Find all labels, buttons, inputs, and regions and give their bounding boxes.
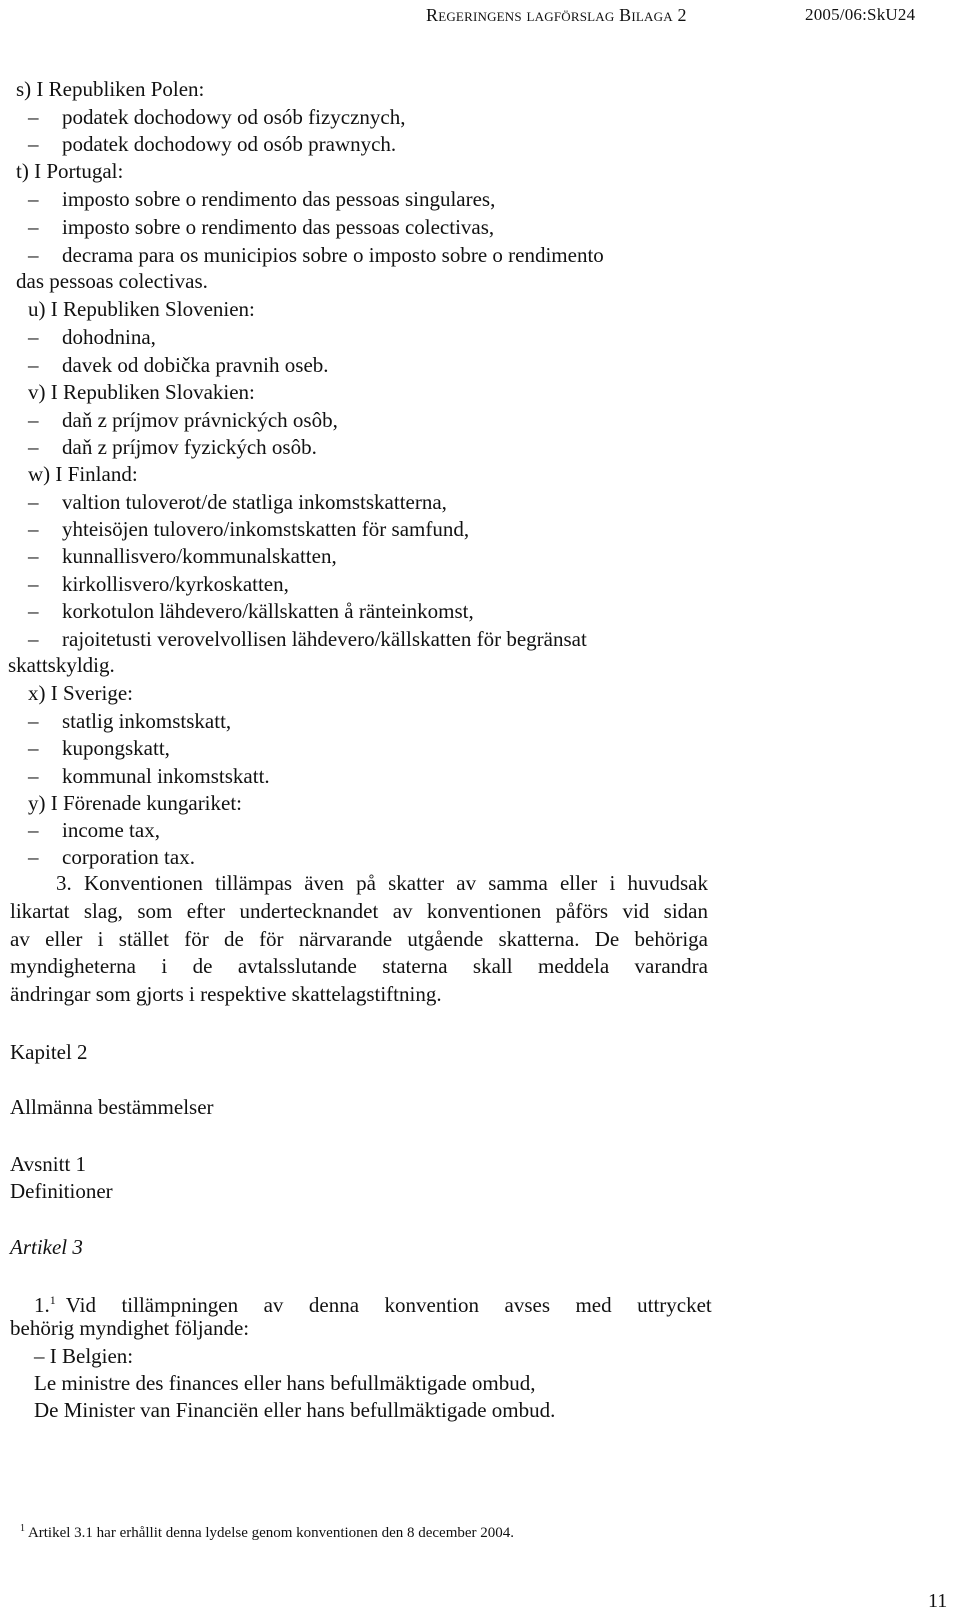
list-item	[16, 598, 474, 624]
list-item-text: income tax,	[62, 818, 160, 842]
list-item	[16, 516, 469, 542]
list-item	[16, 543, 337, 569]
dash-glyph: –	[28, 105, 39, 129]
article-3-line: behörig myndighet följande:	[10, 1316, 250, 1340]
list-item-text: imposto sobre o rendimento das pessoas colectivas,	[62, 215, 495, 239]
dash-glyph: –	[28, 572, 39, 596]
list-heading-forenade-kungariket: y) I Förenade kungariket:	[28, 791, 243, 815]
dash-glyph: –	[28, 818, 39, 842]
list-heading-slovenien: u) I Republiken Slovenien:	[28, 297, 255, 321]
dash-glyph: –	[28, 435, 39, 459]
list-heading-portugal: t) I Portugal:	[16, 159, 124, 183]
list-item	[16, 817, 160, 843]
dash-glyph: –	[28, 353, 39, 377]
footnote-mark: 1	[20, 1523, 25, 1534]
list-item	[16, 489, 447, 515]
list-item	[16, 214, 494, 240]
dash-glyph: –	[28, 627, 39, 651]
list-heading-slovakien: v) I Republiken Slovakien:	[28, 380, 255, 404]
list-item-text: kupongskatt,	[62, 736, 170, 760]
footnote	[20, 1523, 514, 1542]
list-item-continuation: das pessoas colectivas.	[16, 269, 208, 293]
paragraph-3-line: ändringar som gjorts i respektive skattelagstiftning.	[10, 982, 442, 1006]
list-heading-sverige: x) I Sverige:	[28, 681, 133, 705]
list-item-text: daň z príjmov právnických osôb,	[62, 408, 338, 432]
list-heading-finland: w) I Finland:	[28, 462, 138, 486]
article-3-line: – I Belgien:	[34, 1344, 134, 1368]
dash-glyph: –	[28, 845, 39, 869]
list-item-text: corporation tax.	[62, 845, 195, 869]
dash-glyph: –	[28, 517, 39, 541]
list-item	[16, 352, 329, 378]
article-3-line	[34, 1287, 712, 1318]
section-heading: Avsnitt 1	[10, 1152, 87, 1176]
list-item-text: kommunal inkomstskatt.	[62, 764, 270, 788]
list-heading-polen: s) I Republiken Polen:	[16, 77, 205, 101]
article-3-line: De Minister van Financiën eller hans befullmäktigade ombud.	[34, 1398, 556, 1422]
list-item-text: statlig inkomstskatt,	[62, 709, 232, 733]
dash-glyph: –	[28, 544, 39, 568]
list-item-text: kunnallisvero/kommunalskatten,	[62, 544, 337, 568]
dash-glyph: –	[28, 490, 39, 514]
list-item	[16, 708, 231, 734]
list-item-text: podatek dochodowy od osób prawnych.	[62, 132, 397, 156]
list-item-text: yhteisöjen tulovero/inkomstskatten för samfund,	[62, 517, 470, 541]
list-item	[16, 763, 270, 789]
page-number: 11	[928, 1590, 948, 1612]
list-item	[16, 407, 338, 433]
dash-glyph: –	[28, 709, 39, 733]
dash-glyph: –	[28, 215, 39, 239]
running-header-document-id: 2005/06:SkU24	[805, 5, 916, 24]
list-item	[16, 186, 495, 212]
dash-glyph: –	[28, 599, 39, 623]
list-item	[16, 104, 406, 130]
chapter-heading: Kapitel 2	[10, 1040, 88, 1064]
article-3-line: Le ministre des finances eller hans befullmäktigade ombud,	[34, 1371, 536, 1395]
list-item-text: rajoitetusti verovelvollisen lähdevero/källskatten för begränsat	[62, 627, 587, 651]
list-item	[16, 571, 289, 597]
list-item-continuation: skattskyldig.	[8, 653, 115, 677]
dash-glyph: –	[28, 243, 39, 267]
list-item	[16, 242, 604, 268]
list-item-text: daň z príjmov fyzických osôb.	[62, 435, 317, 459]
list-item	[16, 626, 587, 652]
running-header-title: Regeringens lagförslag Bilaga 2	[426, 5, 687, 25]
chapter-title: Allmänna bestämmelser	[10, 1095, 214, 1119]
list-item-text: kirkollisvero/kyrkoskatten,	[62, 572, 289, 596]
paragraph-3-line: likartat slag, som efter undertecknandet av konventionen påförs vid sidan	[10, 899, 708, 923]
dash-glyph: –	[28, 764, 39, 788]
list-item	[16, 131, 396, 157]
paragraph-number: 1.	[34, 1293, 50, 1317]
list-item-text: podatek dochodowy od osób fizycznych,	[62, 105, 406, 129]
paragraph-3-line: av eller i stället för de för närvarande utgående skatterna. De behöriga	[10, 927, 708, 951]
dash-glyph: –	[28, 132, 39, 156]
list-item	[16, 735, 170, 761]
list-item	[16, 434, 317, 460]
list-item-text: davek od dobička pravnih oseb.	[62, 353, 329, 377]
list-item	[16, 324, 156, 350]
list-item-text: decrama para os municipios sobre o imposto sobre o rendimento	[62, 243, 604, 267]
footnote-text: Artikel 3.1 har erhållit denna lydelse genom konventionen den 8 december 2004.	[27, 1525, 515, 1541]
dash-glyph: –	[28, 408, 39, 432]
list-item-text: korkotulon lähdevero/källskatten å ränteinkomst,	[62, 599, 474, 623]
list-item-text: imposto sobre o rendimento das pessoas singulares,	[62, 187, 496, 211]
article-3-line-text: Vid tillämpningen av denna konvention avses med uttrycket	[65, 1293, 712, 1317]
list-item-text: dohodnina,	[62, 325, 156, 349]
section-title: Definitioner	[10, 1179, 113, 1203]
paragraph-3-line: myndigheterna i de avtalsslutande staterna skall meddela varandra	[10, 954, 708, 978]
list-item-text: valtion tuloverot/de statliga inkomstskatterna,	[62, 490, 447, 514]
list-item	[16, 844, 195, 870]
article-heading: Artikel 3	[10, 1235, 83, 1259]
dash-glyph: –	[28, 325, 39, 349]
paragraph-3-line: 3. Konventionen tillämpas även på skatter av samma eller i huvudsak	[56, 871, 708, 895]
dash-glyph: –	[28, 736, 39, 760]
dash-glyph: –	[28, 187, 39, 211]
footnote-reference: 1	[49, 1293, 56, 1307]
